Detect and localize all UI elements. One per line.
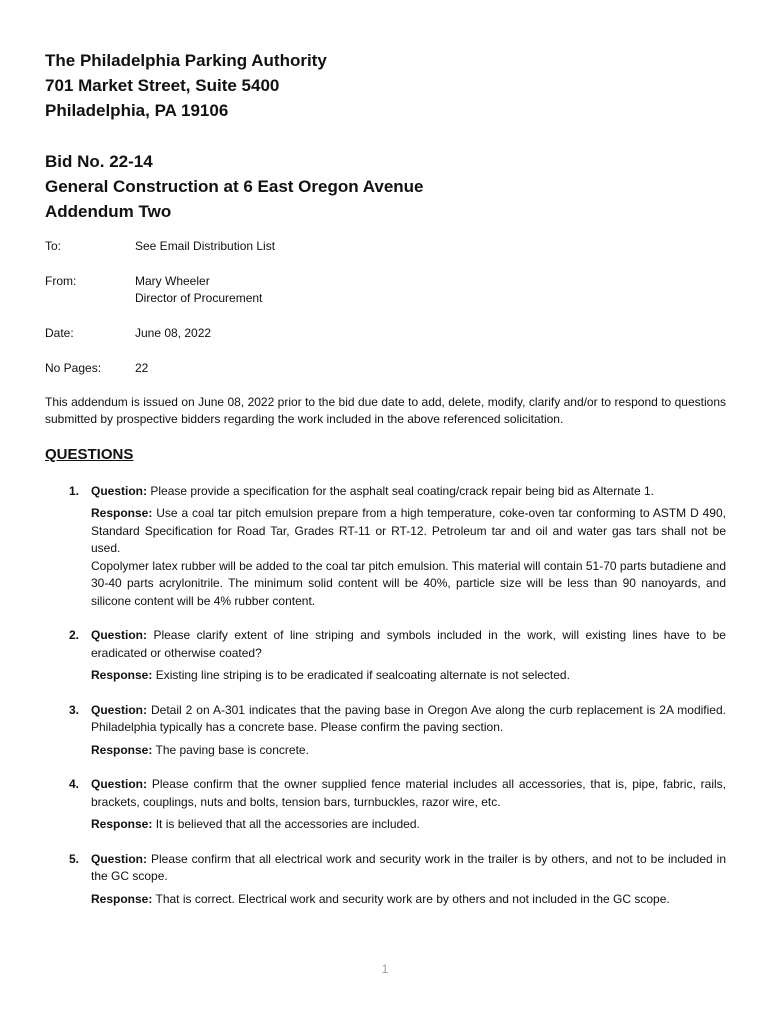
memo-to-row bbox=[45, 238, 726, 255]
document-page bbox=[45, 48, 726, 925]
question-text: Please confirm that all electrical work and security work in the trailer is by others, and not to be included in the GC scope. bbox=[91, 851, 726, 883]
question-text-block bbox=[91, 776, 726, 811]
question-number: 3. bbox=[69, 702, 80, 717]
questions-list bbox=[45, 483, 726, 909]
question-number: 1. bbox=[69, 483, 80, 498]
memo-from-label: From: bbox=[45, 274, 77, 288]
document-header bbox=[45, 48, 726, 224]
response-text: It is believed that all the accessories are included. bbox=[155, 817, 420, 831]
address-line-2: Philadelphia, PA 19106 bbox=[45, 101, 229, 120]
project-title: General Construction at 6 East Oregon Avenue bbox=[45, 177, 424, 196]
memo-from-title: Director of Procurement bbox=[135, 290, 263, 305]
response-text: Existing line striping is to be eradicated if sealcoating alternate is not selected. bbox=[155, 668, 570, 682]
memo-from-name: Mary Wheeler bbox=[135, 274, 210, 288]
memo-to-label: To: bbox=[45, 239, 62, 253]
response-text: The paving base is concrete. bbox=[155, 742, 309, 757]
question-text: Please provide a specification for the asphalt seal coating/crack repair being bid as Alternate 1. bbox=[150, 483, 654, 498]
response-text-block bbox=[91, 505, 726, 558]
question-number: 5. bbox=[69, 851, 80, 866]
question-text: Please confirm that the owner supplied fence material includes all accessories, that is, pipe, fabric, rails, brackets, couplings, nuts and bolts, tension bars, turnbuckles, razor wire, etc. bbox=[91, 777, 726, 809]
question-item bbox=[45, 851, 726, 909]
addendum-title: Addendum Two bbox=[45, 202, 172, 221]
question-number: 4. bbox=[69, 777, 80, 791]
response-label: Response: bbox=[91, 506, 153, 520]
memo-date-label: Date: bbox=[45, 325, 74, 340]
question-text-block bbox=[91, 483, 726, 501]
response-text-block bbox=[91, 667, 726, 685]
question-number: 2. bbox=[69, 628, 80, 642]
memo-from-row bbox=[45, 273, 726, 306]
response-extra-text: Copolymer latex rubber will be added to the coal tar pitch emulsion. This material will contain 51-70 parts butadiene and 30-40 parts acrylonitrile. The minimum solid content will be 40%, particle size will be less than 90 nanoyards, and silicone content will be 4% rubber content. bbox=[91, 558, 726, 608]
memo-from-value bbox=[135, 273, 726, 306]
response-label: Response: bbox=[91, 742, 153, 757]
memo-date-value: June 08, 2022 bbox=[135, 325, 212, 340]
question-item bbox=[45, 627, 726, 685]
response-label: Response: bbox=[91, 817, 153, 831]
question-text-block bbox=[91, 702, 726, 737]
question-label: Question: bbox=[91, 777, 147, 791]
response-text: Use a coal tar pitch emulsion prepare from a high temperature, coke-oven tar conforming to ASTM D 490, Standard Specification for Road Tar, Grades RT-11 or RT-12. Petroleum tar and oil and water gas tars shall not be used. bbox=[91, 506, 726, 555]
question-label: Question: bbox=[91, 702, 147, 717]
response-label: Response: bbox=[91, 891, 153, 906]
question-text-block bbox=[91, 851, 726, 886]
question-item bbox=[45, 776, 726, 834]
response-text-block bbox=[91, 816, 726, 834]
question-label: Question: bbox=[91, 851, 147, 866]
memo-date-row bbox=[45, 325, 726, 342]
memo-pages-row bbox=[45, 360, 726, 377]
response-text-block bbox=[91, 742, 726, 760]
bid-number: Bid No. 22-14 bbox=[45, 152, 153, 171]
address-line-1: 701 Market Street, Suite 5400 bbox=[45, 76, 280, 95]
memo-pages-label: No Pages: bbox=[45, 360, 102, 375]
question-label: Question: bbox=[91, 628, 147, 642]
question-item bbox=[45, 702, 726, 760]
response-label: Response: bbox=[91, 668, 153, 682]
question-text: Detail 2 on A-301 indicates that the paving base in Oregon Ave along the curb replacement is 2A modified. Philadelphia typically has a concrete base. Please confirm the paving section. bbox=[91, 702, 726, 734]
memo-block bbox=[45, 238, 726, 376]
org-name: The Philadelphia Parking Authority bbox=[45, 51, 327, 70]
question-label: Question: bbox=[91, 483, 147, 498]
page-number: 1 bbox=[381, 962, 389, 976]
intro-paragraph: This addendum is issued on June 08, 2022 prior to the bid due date to add, delete, modify, clarify and/or to respond to questions submitted by prospective bidders regarding the work included in the above referenced solicitation. bbox=[45, 394, 726, 426]
section-title-questions: QUESTIONS bbox=[45, 445, 134, 463]
memo-to-value: See Email Distribution List bbox=[135, 239, 276, 253]
response-text-block bbox=[91, 891, 726, 909]
question-text-block bbox=[91, 627, 726, 662]
question-item bbox=[45, 483, 726, 611]
question-text: Please clarify extent of line striping and symbols included in the work, will existing lines have to be eradicated or otherwise coated? bbox=[91, 628, 726, 660]
response-text: That is correct. Electrical work and security work are by others and not included in the GC scope. bbox=[155, 891, 670, 906]
memo-pages-value: 22 bbox=[135, 360, 149, 375]
